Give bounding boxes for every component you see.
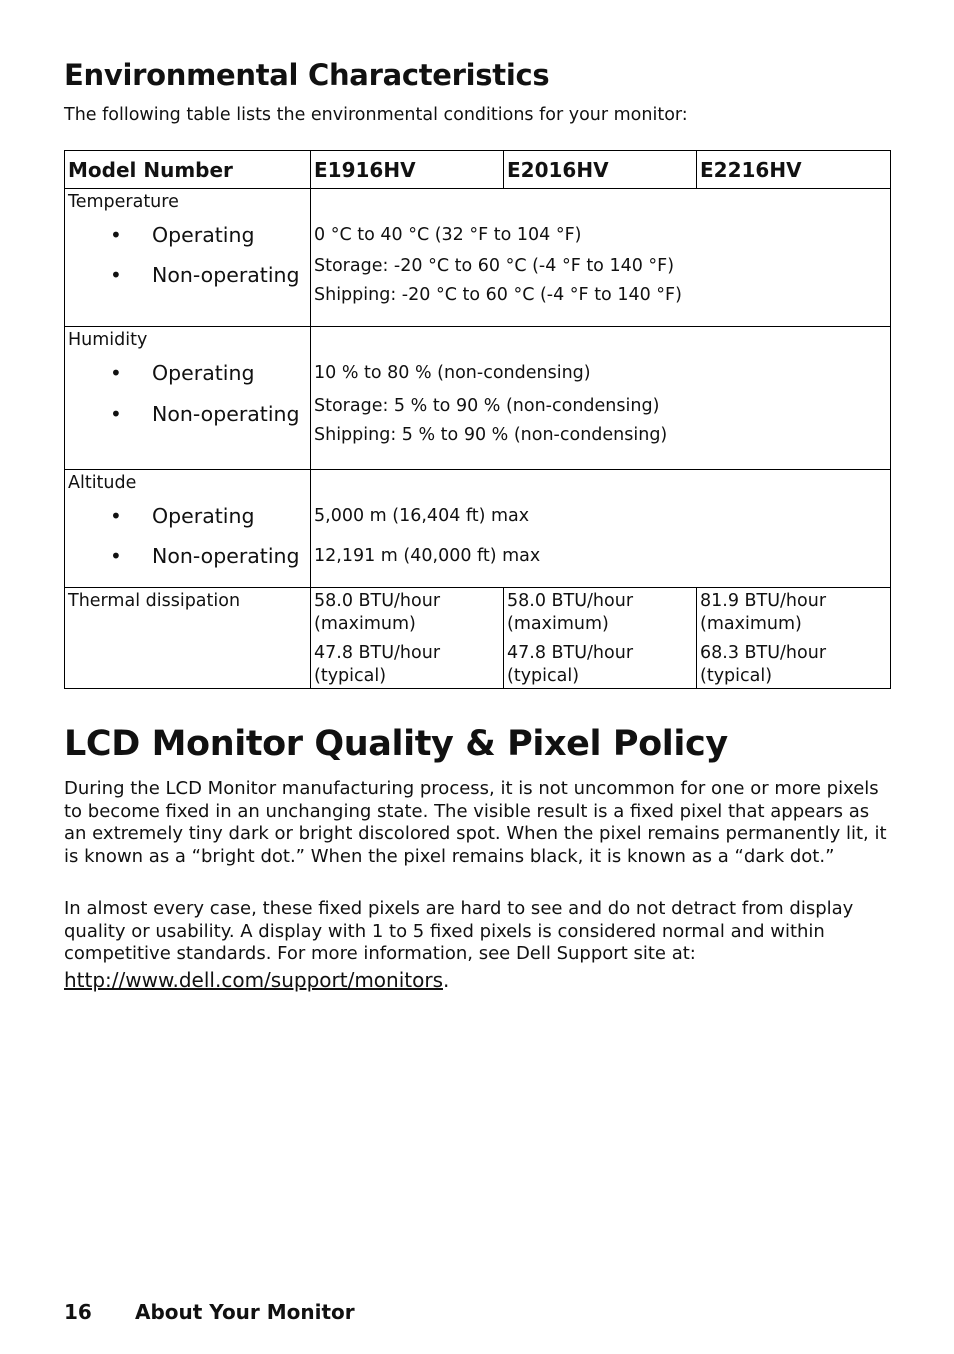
- operating-label: Operating: [152, 223, 255, 247]
- thermal-label: Thermal dissipation: [68, 591, 241, 611]
- temperature-storage: Storage: -20 °C to 60 °C (-4 °F to 140 °F): [314, 256, 675, 276]
- policy-paragraph-2: In almost every case, these fixed pixels are hard to see and do not detract from display quality or usability. A display with 1 to 5 fixed pixels is considered normal and within competitive standards. For more information, see Dell Support site at:: [64, 898, 854, 965]
- humidity-operating: 10 % to 80 % (non-condensing): [314, 363, 591, 383]
- bullet-icon: •: [110, 263, 122, 287]
- temperature-operating: 0 °C to 40 °C (32 °F to 104 °F): [314, 225, 582, 245]
- altitude-label: Altitude: [68, 473, 137, 493]
- altitude-non-operating: 12,191 m (40,000 ft) max: [314, 546, 541, 566]
- non-operating-label: Non-operating: [152, 263, 300, 287]
- footer-chapter-title: About Your Monitor: [135, 1300, 355, 1324]
- humidity-shipping: Shipping: 5 % to 90 % (non-condensing): [314, 425, 668, 445]
- page-footer: [64, 1300, 355, 1324]
- humidity-storage: Storage: 5 % to 90 % (non-condensing): [314, 396, 660, 416]
- intro-text: The following table lists the environmental conditions for your monitor:: [64, 105, 688, 125]
- non-operating-label: Non-operating: [152, 402, 300, 426]
- thermal-label-cell: [65, 588, 311, 689]
- page-number: 16: [64, 1300, 92, 1324]
- thermal-row: [65, 588, 891, 689]
- environment-table: [64, 150, 891, 689]
- header-e1916hv: E1916HV: [311, 151, 504, 189]
- thermal-e2216hv: [697, 588, 891, 689]
- header-e2016hv: E2016HV: [504, 151, 697, 189]
- temperature-row: [65, 189, 891, 327]
- support-link-line: [64, 968, 449, 992]
- altitude-label-cell: [65, 470, 311, 588]
- bullet-icon: •: [110, 361, 122, 385]
- humidity-label-cell: [65, 327, 311, 470]
- thermal-typical: 47.8 BTU/hour (typical): [314, 643, 441, 686]
- bullet-item: [68, 496, 307, 536]
- bullet-item: [68, 394, 307, 435]
- bullet-item: [68, 353, 307, 394]
- bullet-icon: •: [110, 544, 122, 568]
- altitude-operating: 5,000 m (16,404 ft) max: [314, 506, 530, 526]
- bullet-icon: •: [110, 402, 122, 426]
- altitude-row: [65, 470, 891, 588]
- bullet-item: [68, 536, 307, 576]
- temperature-label-cell: [65, 189, 311, 327]
- thermal-e1916hv: [311, 588, 504, 689]
- humidity-row: [65, 327, 891, 470]
- non-operating-label: Non-operating: [152, 544, 300, 568]
- temperature-shipping: Shipping: -20 °C to 60 °C (-4 °F to 140 °F): [314, 285, 682, 305]
- thermal-max: 58.0 BTU/hour (maximum): [314, 591, 441, 634]
- bullet-item: [68, 215, 307, 255]
- altitude-values: [311, 470, 891, 588]
- thermal-typical: 47.8 BTU/hour (typical): [507, 643, 634, 686]
- operating-label: Operating: [152, 504, 255, 528]
- table-header-row: [65, 151, 891, 189]
- bullet-icon: •: [110, 223, 122, 247]
- thermal-typical: 68.3 BTU/hour (typical): [700, 643, 827, 686]
- header-model-number: Model Number: [65, 151, 311, 189]
- dell-support-link[interactable]: http://www.dell.com/support/monitors: [64, 968, 443, 992]
- policy-paragraph-1: During the LCD Monitor manufacturing process, it is not uncommon for one or more pixels to become fixed in an unchanging state. The visible result is a fixed pixel that appears as an extremely tiny dark or bright discolored spot. When the pixel remains permanently lit, it is known as a “bright dot.” When the pixel remains black, it is known as a “dark dot.”: [64, 778, 887, 868]
- link-period: .: [442, 968, 450, 992]
- temperature-values: [311, 189, 891, 327]
- thermal-max: 81.9 BTU/hour (maximum): [700, 591, 827, 634]
- humidity-values: [311, 327, 891, 470]
- operating-label: Operating: [152, 361, 255, 385]
- bullet-item: [68, 255, 307, 295]
- temperature-label: Temperature: [68, 192, 179, 212]
- humidity-label: Humidity: [68, 330, 148, 350]
- thermal-e2016hv: [504, 588, 697, 689]
- section-title: Environmental Characteristics: [64, 58, 550, 92]
- policy-title: LCD Monitor Quality & Pixel Policy: [64, 724, 728, 764]
- thermal-max: 58.0 BTU/hour (maximum): [507, 591, 634, 634]
- header-e2216hv: E2216HV: [697, 151, 891, 189]
- bullet-icon: •: [110, 504, 122, 528]
